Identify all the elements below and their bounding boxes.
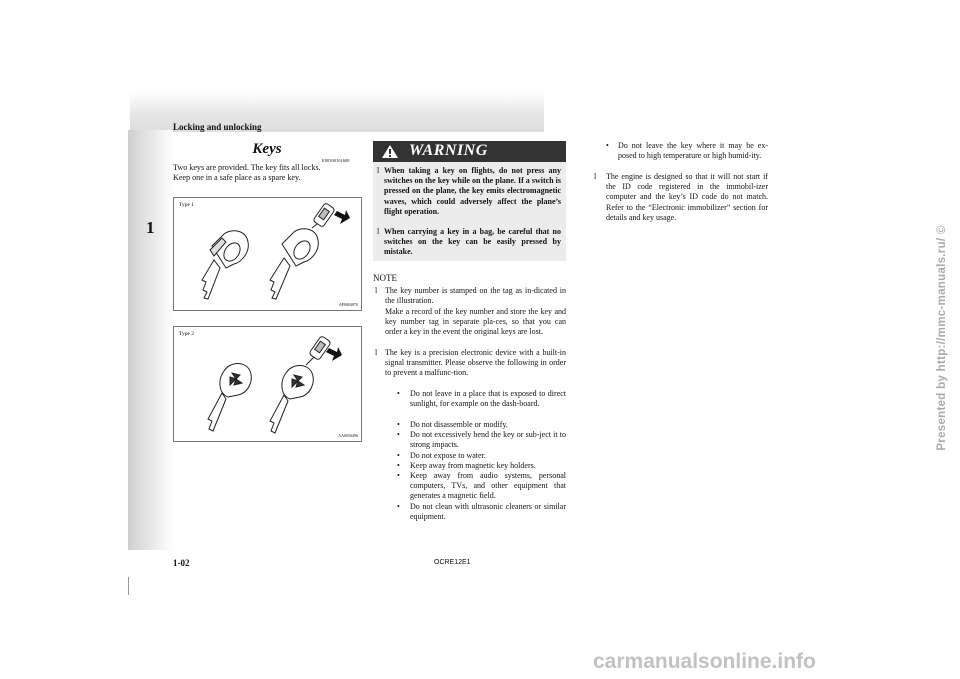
document-code: OCRE12E1	[434, 559, 471, 566]
warning-item: When carrying a key in a bag, be careful that no switches on the key can be easily pressed by mistake.	[384, 227, 561, 257]
sub-bullet: •	[397, 389, 400, 398]
sub-bullet: •	[397, 502, 400, 511]
crop-mark	[128, 577, 129, 595]
sub-item: Do not excessively bend the key or sub-ject it to strong impacts.	[410, 430, 566, 450]
sub-bullet: •	[397, 471, 400, 480]
bullet-icon: l	[375, 348, 378, 357]
note-item: The key number is stamped on the tag as in-dicated in the illustration.	[385, 286, 566, 306]
sub-item: Do not leave in a place that is exposed to direct sunlight, for example on the dash-board.	[410, 389, 566, 409]
intro-line: Keep one in a safe place as a spare key.	[173, 173, 301, 183]
figure-label: Type 2	[179, 331, 195, 337]
warning-header	[373, 141, 566, 162]
warning-item: When taking a key on flights, do not press any switches on the key while on the plane. If a switch is pressed on the plane, the key emits electromagnetic waves, which could adversely affect the plane’s flight operation.	[384, 166, 561, 216]
sub-item: Do not expose to water.	[410, 451, 486, 460]
figure-type-1	[173, 197, 362, 311]
warning-body	[373, 162, 566, 261]
figure-type-2	[173, 326, 362, 442]
warning-triangle-icon	[381, 144, 399, 159]
warning-title: WARNING	[409, 142, 488, 159]
right-item: The engine is designed so that it will not start if the ID code registered in the immobil-izer computer and the key’s ID code do not match. Refer to the “Electronic immobilizer” section for details and key usage.	[606, 172, 768, 222]
bullet-icon: l	[377, 166, 380, 175]
sub-bullet: •	[397, 451, 400, 460]
sub-bullet: •	[606, 141, 609, 150]
section-code: E00300101608	[322, 158, 350, 163]
figure-code: AA0056496	[338, 433, 358, 438]
chapter-number: 1	[146, 218, 155, 237]
page-number: 1-02	[173, 558, 190, 568]
key-type2-illustration	[174, 327, 361, 441]
note-item: The key is a precision electronic device with a built-in signal transmitter. Please observe the following in order to prevent a malfunc-tion.	[385, 348, 566, 378]
side-watermark: Presented by http://mmc-manuals.ru/ ©	[936, 225, 948, 451]
note-item-continued: Make a record of the key number and store the key and key number tag in separate pla-ces, so that you can order a key in the event the original keys are lost.	[385, 307, 566, 337]
intro-line: Two keys are provided. The key fits all locks.	[173, 163, 321, 172]
figure-code: AP0004870	[338, 302, 358, 307]
sub-bullet: •	[397, 420, 400, 429]
bullet-icon: l	[594, 172, 597, 181]
chapter-tab	[128, 130, 173, 550]
figure-label: Type 1	[179, 202, 195, 208]
note-heading: NOTE	[373, 273, 397, 283]
bullet-icon: l	[377, 227, 380, 236]
key-type1-illustration	[174, 198, 361, 310]
bottom-watermark: carmanualsonline.info	[593, 650, 816, 673]
sub-bullet: •	[397, 430, 400, 439]
sub-item: Keep away from audio systems, personal computers, TVs, and other equipment that generates a magnetic field.	[410, 471, 566, 501]
section-title: Keys	[252, 141, 282, 157]
sub-item: Do not clean with ultrasonic cleaners or similar equipment.	[410, 502, 566, 522]
sub-bullet: •	[397, 461, 400, 470]
intro-text	[173, 163, 363, 183]
sub-item: Keep away from magnetic key holders.	[410, 461, 536, 470]
running-header: Locking and unlocking	[173, 122, 262, 132]
sub-item: Do not disassemble or modify.	[410, 420, 508, 429]
sub-item: Do not leave the key where it may be ex-posed to high temperature or high humid-ity.	[618, 141, 768, 161]
bullet-icon: l	[375, 286, 378, 295]
